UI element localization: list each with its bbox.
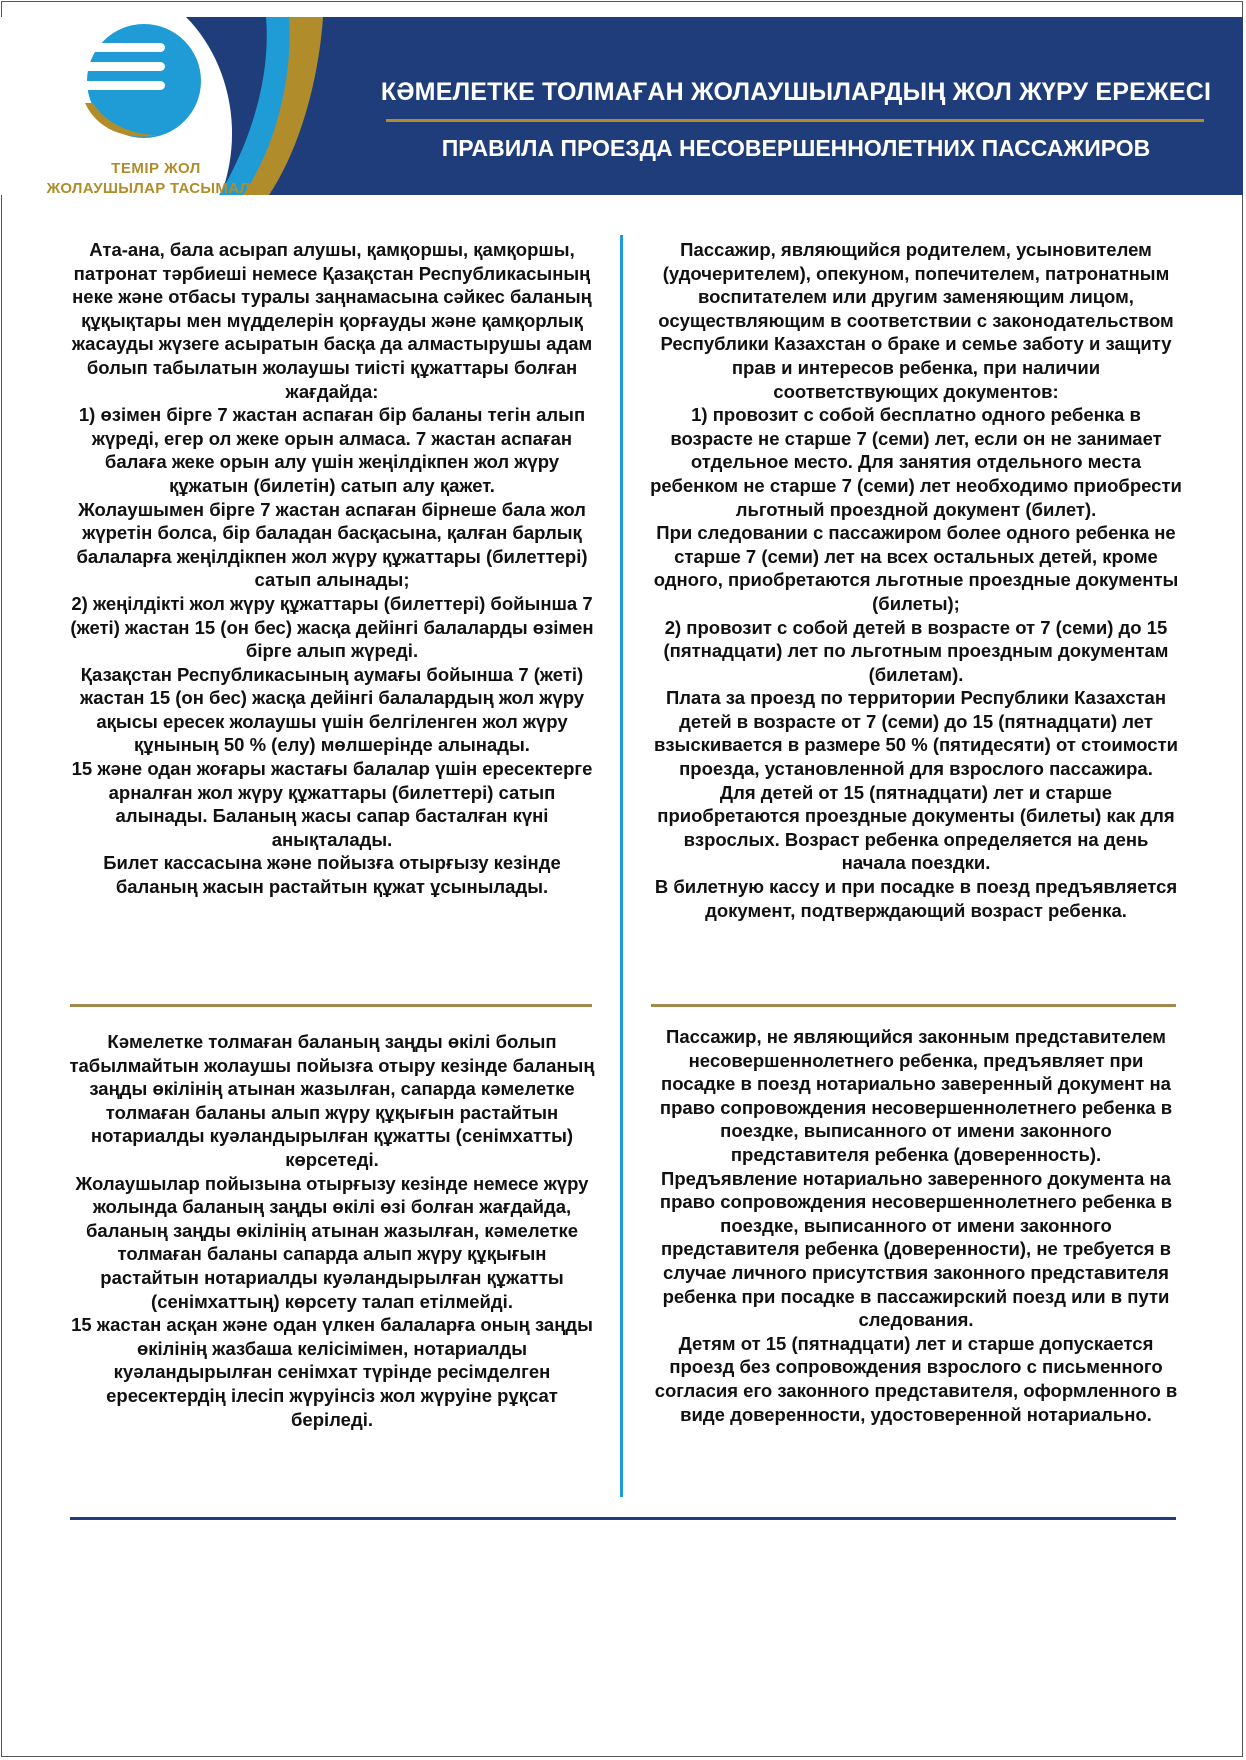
kazakh-escort-section — [68, 1030, 596, 1431]
paragraph: 2) жеңілдікті жол жүру құжаттары (билеттері) бойынша 7 (жеті) жастан 15 (он бес) жасқа дейінгі балаларды өзімен бірге алып жүреді. — [70, 592, 594, 662]
paragraph: Пассажир, являющийся родителем, усыновителем (удочерителем), опекуном, попечителем, патронатным воспитателем или другим заменяющим лицом, осуществляющим в соответствии с законодательством Республики Казахстан о браке и семье заботу и защиту прав и интересов ребенка, при наличии соответствующих документов: — [658, 239, 1174, 402]
paragraph: 1) провозит с собой бесплатно одного ребенка в возрасте не старше 7 (семи) лет, если он не занимает отдельное место. Для занятия отдельного места ребенком не старше 7 (семи) лет необходимо приобрести льготный проездной документ (билет). — [650, 404, 1182, 520]
logo-line-1: ТЕМІР ЖОЛ — [111, 160, 201, 177]
paragraph: Для детей от 15 (пятнадцати) лет и старше приобретаются проездные документы (билеты) как для взрослых. Возраст ребенка определяется на день начала поездки. — [657, 781, 1175, 874]
russian-rules-section — [650, 238, 1182, 922]
russian-escort-section — [650, 1025, 1182, 1426]
paragraph: Плата за проезд по территории Республики Казахстан детей в возрасте от 7 (семи) до 15 (пятнадцати) лет взыскивается в размере 50 % (пятидесяти) от стоимости проезда, установленной для взрослого пассажира. — [653, 687, 1179, 780]
paragraph: Қазақстан Республикасының аумағы бойынша 7 (жеті) жастан 15 (он бес) жасқа дейінгі балалардың жол жүру ақысы ересек жолаушы үшін белгіленген жол жүру құнының 50 % (елу) мөлшерінде алынады. — [79, 663, 585, 756]
paragraph: Детям от 15 (пятнадцати) лет и старше допускается проезд без сопровождения взрослого с письменного согласия его законного представителя, оформленного в виде доверенности, удостоверенной нотариально. — [654, 1332, 1178, 1425]
logo-line-2: ЖОЛАУШЫЛАР ТАСЫМАЛЫ — [46, 180, 266, 195]
section-separator-right — [651, 1004, 1176, 1007]
title-separator — [386, 119, 1204, 122]
header-banner — [1, 17, 1243, 195]
paragraph: Жолаушылар пойызына отырғызу кезінде немесе жүру жолында баланың заңды өкілі өзі болған жағдайда, баланың заңды өкілінің атынан жазылған, кәмелетке толмаған баланы сапарда алып жүру құқығын растайтын нотариалды куәландырылған құжатты (сенімхаттың) көрсету талап етілмейді. — [75, 1172, 589, 1312]
paragraph: 15 және одан жоғары жастағы балалар үшін ересектерге арналған жол жүру құжаттары (билеттері) сатып алынады. Баланың жасы сапар басталған күні анықталады. — [71, 758, 593, 850]
section-separator-left — [70, 1004, 592, 1007]
title-kazakh: КӘМЕЛЕТКЕ ТОЛМАҒАН ЖОЛАУШЫЛАРДЫҢ ЖОЛ ЖҮРУ ЕРЕЖЕСІ — [380, 78, 1212, 106]
paragraph: Ата-ана, бала асырап алушы, қамқоршы, қамқоршы, патронат тәрбиеші немесе Қазақстан Республикасының неке және отбасы туралы заңнамасына сәйкес баланың құқықтары мен мүдделерін қорғауды және қамқорлық жасауды жүзеге асыратын басқа да алмастырушы адам болып табылатын жолаушы тиісті құжаттары болған жағдайда: — [71, 239, 593, 402]
paragraph: Билет кассасына және пойызға отырғызу кезінде баланың жасын растайтын құжат ұсынылады. — [103, 852, 561, 898]
paragraph: 15 жастан асқан және одан үлкен балаларға оның заңды өкілінің жазбаша келісімімен, нотариалды куәландырылған сенімхат түрінде ресімделген ересектердің ілесіп жүруінсіз жол жүруіне рұқсат беріледі. — [71, 1314, 593, 1430]
paragraph: 1) өзімен бірге 7 жастан аспаған бір баланы тегін алып жүреді, егер ол жеке орын алмаса. 7 жастан аспаған балаға жеке орын алу үшін жеңілдікпен жол жүру құжатын (билетін) сатып алу қажет. — [78, 404, 586, 496]
paragraph: 2) провозит с собой детей в возрасте от 7 (семи) до 15 (пятнадцати) лет по льготным проездным документам (билетам). — [663, 616, 1169, 685]
title-russian: ПРАВИЛА ПРОЕЗДА НЕСОВЕРШЕННОЛЕТНИХ ПАССАЖИРОВ — [441, 135, 1151, 161]
footer-rule — [70, 1517, 1176, 1520]
paragraph: При следовании с пассажиром более одного ребенка не старше 7 (семи) лет на всех остальных детей, кроме одного, приобретаются льготные проездные документы (билеты); — [653, 522, 1179, 614]
paragraph: Кәмелетке толмаған баланың заңды өкілі болып табылмайтын жолаушы пойызға отыру кезінде баланың заңды өкілінің атынан жазылған, сапарда кәмелетке толмаған баланы алып жүру құқығын растайтын нотариалды куәландырылған құжатты (сенімхатты) көрсетеді. — [69, 1031, 595, 1170]
kazakh-rules-section — [68, 238, 596, 899]
paragraph: Предъявление нотариально заверенного документа на право сопровождения несовершеннолетнего ребенка в поездке, выписанного от имени законного представителя ребенка (доверенности), не требуется в случае личного присутствия законного представителя ребенка при посадке в пассажирский поезд или в пути следования. — [659, 1167, 1173, 1331]
column-divider — [620, 235, 623, 1497]
paragraph: Жолаушымен бірге 7 жастан аспаған бірнеше бала жол жүретін болса, бір баладан басқасына, қалған барлық балаларға жеңілдікпен жол жүру құжаттары (билеттері) сатып алынады; — [76, 498, 588, 591]
paragraph: Пассажир, не являющийся законным представителем несовершеннолетнего ребенка, предъявляет при посадке в поезд нотариально заверенный документ на право сопровождения несовершеннолетнего ребенка в поездке, выписанного от имени законного представителя ребенка (доверенность). — [659, 1026, 1173, 1165]
paragraph: В билетную кассу и при посадке в поезд предъявляется документ, подтверждающий возраст ребенка. — [654, 876, 1178, 921]
